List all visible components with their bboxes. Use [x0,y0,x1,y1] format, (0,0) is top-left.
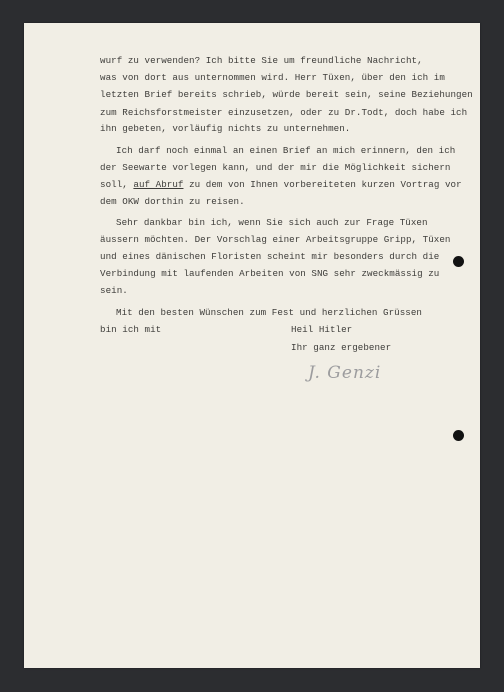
letter-page [24,23,480,668]
letter-line: Sehr dankbar bin ich, wenn Sie sich auch zur Frage Tüxen [116,217,428,228]
closing-line: bin ich mit [100,324,162,335]
letter-line: dem OKW dorthin zu reisen. [100,196,245,207]
salutation: Heil Hitler [291,324,353,335]
letter-line: ihn gebeten, vorläufig nichts zu unternehmen. [100,123,351,134]
punch-hole [453,256,464,267]
letter-line: letzten Brief bereits schrieb, würde bereit sein, seine Beziehungen [100,89,473,100]
valediction: Ihr ganz ergebener [291,342,392,353]
letter-line: zum Reichsforstmeister einzusetzen, oder zu Dr.Todt, doch habe ich [100,107,468,118]
letter-text: zu dem von Ihnen vorbereiteten kurzen Vortrag vor [189,179,462,190]
letter-text: soll, [100,179,128,190]
letter-line: Ich darf noch einmal an einen Brief an mich erinnern, den ich [116,145,456,156]
letter-line: der Seewarte vorlegen kann, und der mir die Möglichkeit sichern [100,162,451,173]
letter-line: was von dort aus unternommen wird. Herr Tüxen, über den ich im [100,72,445,83]
letter-line: äussern möchten. Der Vorschlag einer Arbeitsgruppe Gripp, Tüxen [100,234,451,245]
letter-line: sein. [100,285,128,296]
punch-hole [453,430,464,441]
letter-line: wurf zu verwenden? Ich bitte Sie um freundliche Nachricht, [100,55,423,66]
letter-line: Verbindung mit laufenden Arbeiten von SNG sehr zweckmässig zu [100,268,440,279]
handwritten-signature: J. Genzi [308,363,382,383]
closing-greeting: Mit den besten Wünschen zum Fest und herzlichen Grüssen [116,307,422,318]
letter-line-with-underline [100,179,462,190]
letter-line: und eines dänischen Floristen scheint mir besonders durch die [100,251,440,262]
underlined-text: auf Abruf [133,179,184,190]
